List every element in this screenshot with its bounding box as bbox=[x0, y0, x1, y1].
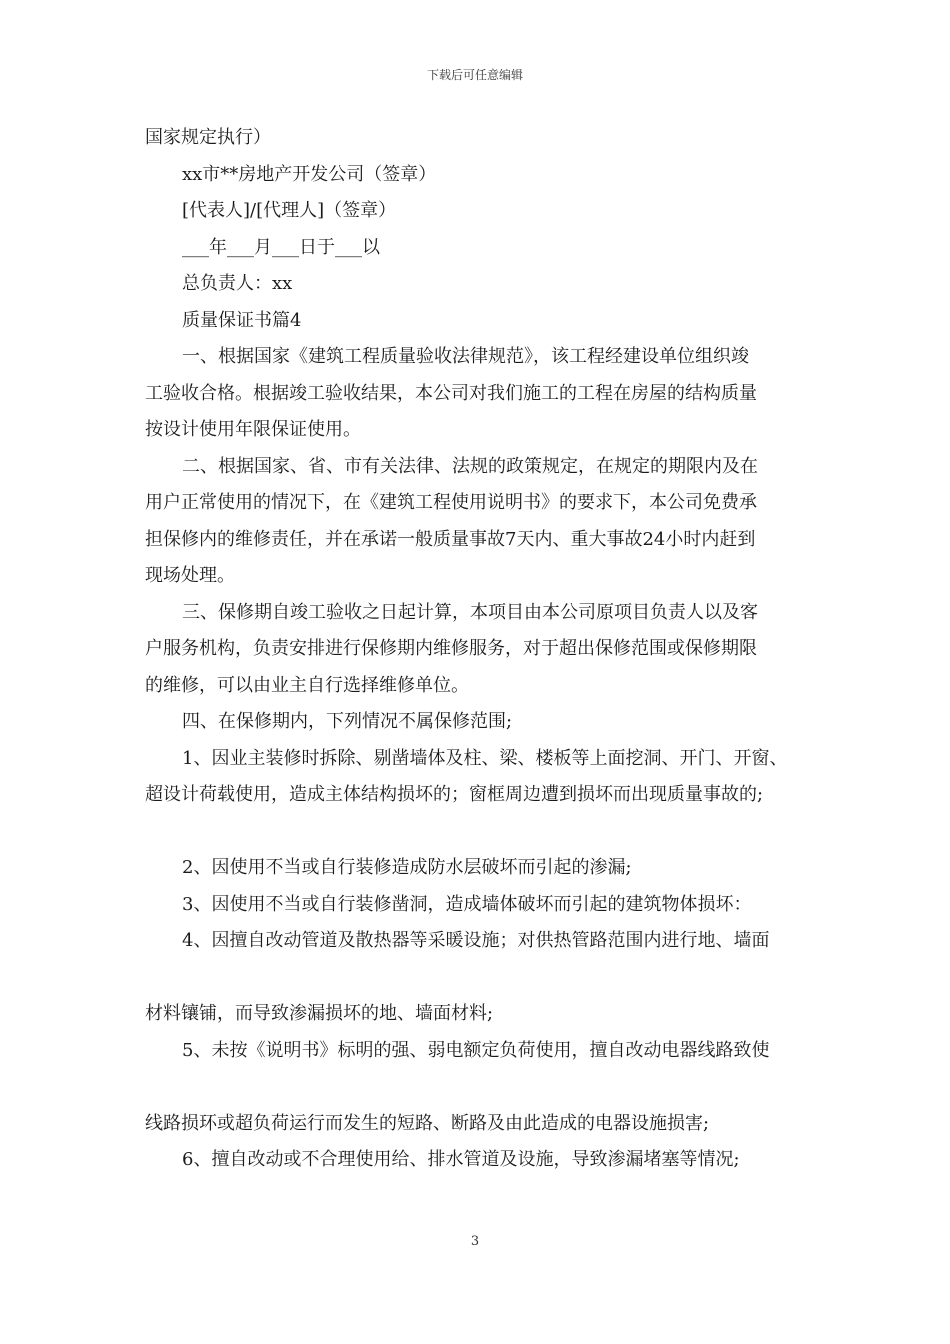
text-line: 户服务机构，负责安排进行保修期内维修服务，对于超出保修范围或保修期限 bbox=[145, 638, 757, 659]
text-line: 材料镶铺，而导致渗漏损坏的地、墙面材料; bbox=[145, 1003, 494, 1024]
text-line: 总负责人：xx bbox=[182, 273, 293, 294]
text-line: 的维修，可以由业主自行选择维修单位。 bbox=[145, 674, 469, 696]
text-line: 4、因擅自改动管道及散热器等采暖设施；对供热管路范围内进行地、墙面 bbox=[182, 930, 770, 951]
text-line: 三、保修期自竣工验收之日起计算，本项目由本公司原项目负责人以及客 bbox=[182, 601, 758, 623]
text-line: 担保修内的维修责任，并在承诺一般质量事故7天内、重大事故24小时内赶到 bbox=[145, 528, 756, 550]
text-line: 现场处理。 bbox=[145, 565, 235, 586]
text-line: 质量保证书篇4 bbox=[182, 309, 302, 331]
text-line: 用户正常使用的情况下，在《建筑工程使用说明书》的要求下，本公司免费承 bbox=[145, 492, 757, 513]
text-line: 国家规定执行） bbox=[145, 127, 271, 148]
text-line: [代表人]/[代理人]（签章） bbox=[182, 200, 397, 221]
text-line: 工验收合格。根据竣工验收结果，本公司对我们施工的工程在房屋的结构质量 bbox=[145, 382, 757, 404]
page-header: 下载后可任意编辑 bbox=[426, 68, 523, 82]
text-line: xx市**房地产开发公司（签章） bbox=[182, 163, 437, 185]
text-line: 2、因使用不当或自行装修造成防水层破坏而引起的渗漏; bbox=[182, 857, 632, 878]
text-line: 3、因使用不当或自行装修凿洞，造成墙体破坏而引起的建筑物体损坏： bbox=[182, 893, 752, 915]
document-body bbox=[145, 120, 825, 1179]
text-line: 按设计使用年限保证使用。 bbox=[145, 419, 361, 440]
text-line: 线路损环或超负荷运行而发生的短路、断路及由此造成的电器设施损害; bbox=[145, 1112, 710, 1134]
blank-line bbox=[145, 1069, 825, 1106]
text-line: 6、擅自改动或不合理使用给、排水管道及设施，导致渗漏堵塞等情况; bbox=[182, 1149, 740, 1170]
text-line: 超设计荷载使用，造成主体结构损坏的；窗框周边遭到损坏而出现质量事故的; bbox=[145, 784, 764, 805]
text-line: 一、根据国家《建筑工程质量验收法律规范》，该工程经建设单位组织竣 bbox=[182, 346, 749, 367]
text-line: 四、在保修期内，下列情况不属保修范围; bbox=[182, 711, 513, 732]
text-line: 5、未按《说明书》标明的强、弱电额定负荷使用，擅自改动电器线路致使 bbox=[182, 1039, 770, 1061]
text-line: 二、根据国家、省、市有关法律、法规的政策规定，在规定的期限内及在 bbox=[182, 455, 758, 477]
page-number: 3 bbox=[470, 1234, 480, 1249]
text-line: ___年___月___日于___以 bbox=[182, 236, 380, 258]
text-line: 1、因业主装修时拆除、剔凿墙体及柱、梁、楼板等上面挖洞、开门、开窗、 bbox=[182, 747, 788, 769]
blank-line bbox=[145, 960, 825, 997]
blank-line bbox=[145, 814, 825, 851]
